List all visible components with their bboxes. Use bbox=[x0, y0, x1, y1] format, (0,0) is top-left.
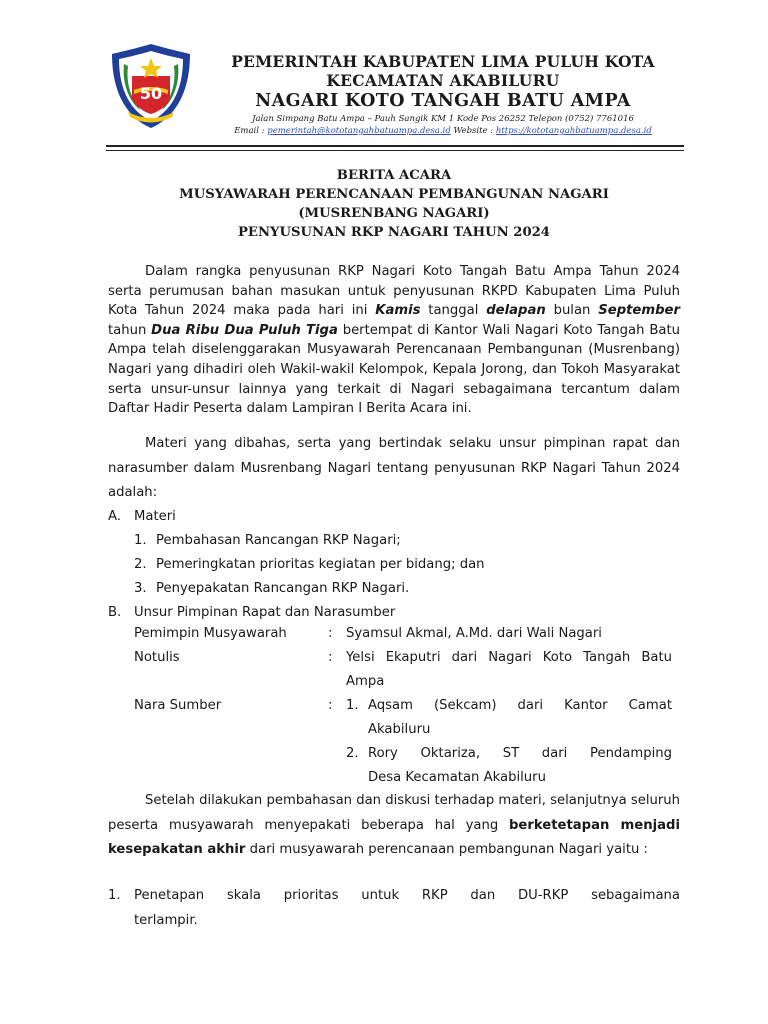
agreement-paragraph bbox=[108, 789, 680, 863]
agreement-text-a: Setelah dilakukan pembahasan dan diskusi terhadap materi, selanjutnya seluruh peserta musyawarah menyepakati beberapa hal yang bbox=[108, 793, 680, 833]
decision-item bbox=[108, 884, 680, 933]
decision-text: Penetapan skala prioritas untuk RKP dan DU-RKP sebagaimana bbox=[134, 888, 680, 903]
letterhead-contacts bbox=[198, 126, 688, 137]
section-a-heading bbox=[108, 507, 176, 526]
title-line-2: MUSYAWARAH PERENCANAAN PEMBANGUNAN NAGARI bbox=[179, 187, 609, 202]
leader-label: Pemimpin Musyawarah bbox=[134, 626, 287, 641]
source-text-cont: Desa Kecamatan Akabiluru bbox=[368, 770, 546, 785]
source-label: Nara Sumber bbox=[134, 698, 222, 713]
notulis-label: Notulis bbox=[134, 650, 180, 665]
title-line-1: BERITA ACARA bbox=[336, 168, 452, 183]
title-line-3: (MUSRENBANG NAGARI) bbox=[298, 206, 490, 221]
source-item-2 bbox=[346, 742, 672, 790]
svg-text:50: 50 bbox=[139, 84, 163, 103]
email-label: Email : bbox=[234, 126, 268, 136]
meeting-month: September bbox=[598, 303, 681, 319]
decision-text-cont: terlampir. bbox=[134, 912, 198, 928]
opening-text-b: tanggal bbox=[420, 303, 487, 319]
website-label: Website : bbox=[450, 126, 496, 136]
letterhead-nagari: NAGARI KOTO TANGAH BATU AMPA bbox=[255, 91, 631, 111]
materials-intro-text: Materi yang dibahas, serta yang bertindak selaku unsur pimpinan rapat dan narasumber dalam Musrenbang Nagari tentang penyusunan RKP Nagari Tahun 2024 adalah: bbox=[108, 436, 680, 500]
opening-text-a: Dalam rangka penyusunan RKP Nagari Koto Tangah Batu Ampa Tahun 2024 serta perumusan bahan masukan untuk penyusunan RKPD Kabupaten Lima Puluh Kota Tahun 2024 maka pada hari ini bbox=[108, 264, 680, 319]
opening-text-d: tahun bbox=[108, 322, 152, 338]
section-b-heading bbox=[108, 603, 395, 622]
letterhead-divider-thick bbox=[106, 145, 684, 147]
source-text-cont: Akabiluru bbox=[368, 722, 431, 737]
meeting-year: Dua Ribu Dua Puluh Tiga bbox=[151, 322, 338, 338]
meeting-day: Kamis bbox=[375, 303, 421, 319]
letterhead-divider-thin bbox=[106, 150, 684, 151]
list-number: 3. bbox=[134, 581, 147, 596]
letterhead-district: KECAMATAN AKABILURU bbox=[326, 71, 560, 90]
list-item bbox=[134, 579, 409, 598]
list-text: Pembahasan Rancangan RKP Nagari; bbox=[156, 533, 401, 548]
section-b-label: Unsur Pimpinan Rapat dan Narasumber bbox=[134, 605, 396, 620]
document-title bbox=[100, 166, 688, 242]
opening-text-c: bulan bbox=[545, 303, 599, 319]
notulis-value: Yelsi Ekaputri dari Nagari Koto Tangah Batu Ampa bbox=[346, 650, 672, 689]
list-number: 1. bbox=[134, 533, 147, 548]
agreement-text-b: dari musyawarah perencanaan pembangunan Nagari yaitu : bbox=[245, 842, 648, 857]
opening-paragraph bbox=[108, 262, 680, 419]
colon: : bbox=[328, 698, 333, 713]
agreement-emphasis: berketetapan menjadi kesepakatan akhir bbox=[108, 817, 680, 857]
list-text: Penyepakatan Rancangan RKP Nagari. bbox=[156, 581, 410, 596]
list-item bbox=[134, 555, 485, 574]
section-b-marker: B. bbox=[108, 605, 122, 620]
list-item bbox=[134, 531, 401, 550]
email-link[interactable]: pemerintah@kototangahbatuampa.desa.id bbox=[267, 126, 451, 136]
source-text: Aqsam (Sekcam) dari Kantor Camat bbox=[368, 698, 672, 713]
colon: : bbox=[328, 626, 333, 641]
decision-number: 1. bbox=[108, 888, 121, 903]
list-text: Pemeringkatan prioritas kegiatan per bidang; dan bbox=[156, 557, 485, 572]
letterhead-government: PEMERINTAH KABUPATEN LIMA PULUH KOTA bbox=[231, 52, 655, 71]
section-a-label: Materi bbox=[134, 509, 176, 524]
source-number: 2. bbox=[346, 746, 359, 761]
list-number: 2. bbox=[134, 557, 147, 572]
letterhead bbox=[198, 52, 688, 137]
opening-text-e: bertempat di Kantor Wali Nagari Koto Tangah Batu Ampa telah diselenggarakan Musyawarah Perencanaan Pembangunan (Musrenbang) Nagari yang dihadiri oleh Wakil-wakil Kelompok, Kepala Jorong, dan Tokoh Masyarakat serta unsur-unsur lainnya yang terkait di Nagari sebagaimana tercantum dalam Daftar Hadir Peserta dalam Lampiran I Berita Acara ini. bbox=[108, 322, 680, 417]
website-link[interactable]: https://kototangahbatuampa.desa.id bbox=[495, 126, 652, 136]
title-line-4: PENYUSUNAN RKP NAGARI TAHUN 2024 bbox=[238, 225, 550, 240]
meeting-date: delapan bbox=[486, 303, 546, 319]
letterhead-address: Jalan Simpang Batu Ampa – Pauh Sangik KM 1 Kode Pos 26252 Telepon (0752) 7761016 bbox=[252, 114, 634, 124]
regency-emblem-logo bbox=[110, 42, 192, 130]
section-a-marker: A. bbox=[108, 509, 121, 524]
leader-value: Syamsul Akmal, A.Md. dari Wali Nagari bbox=[346, 626, 602, 641]
source-item-1 bbox=[346, 694, 672, 742]
source-text: Rory Oktariza, ST dari Pendamping bbox=[368, 746, 672, 761]
source-number: 1. bbox=[346, 698, 359, 713]
materials-intro-paragraph bbox=[108, 432, 680, 506]
colon: : bbox=[328, 650, 333, 665]
